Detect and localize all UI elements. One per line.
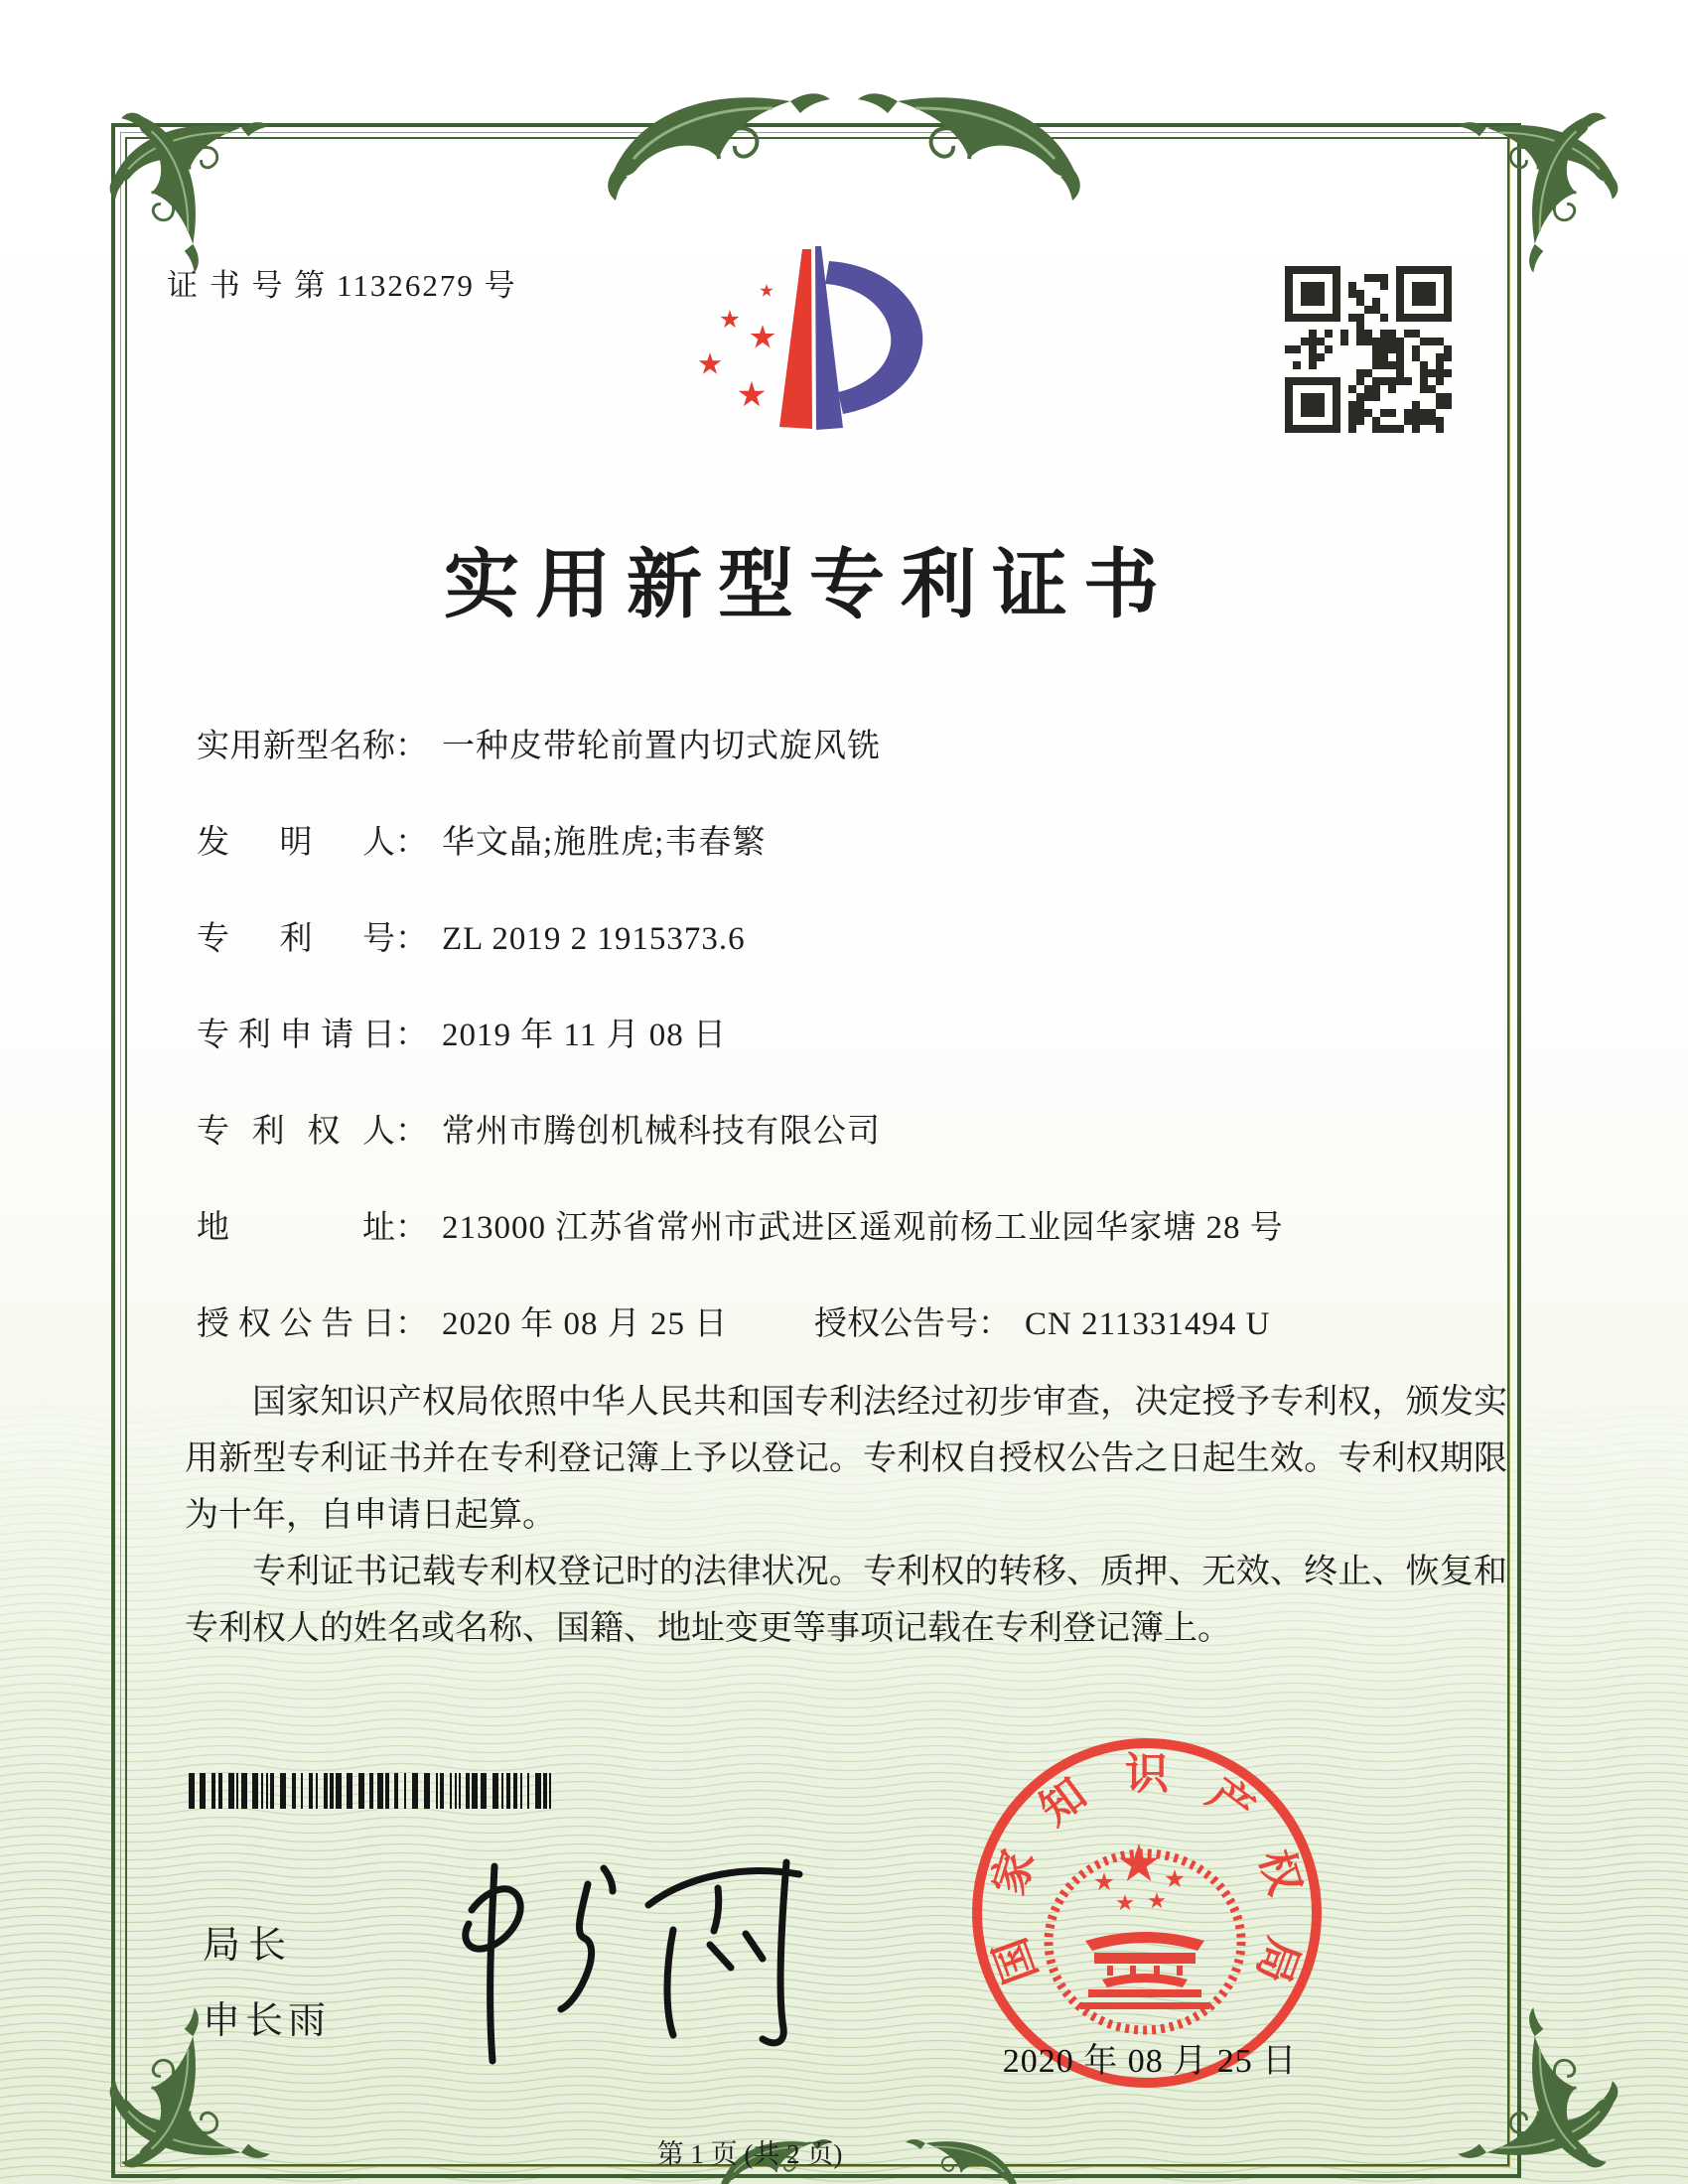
field-grant-number xyxy=(814,1297,1270,1344)
svg-text:国: 国 xyxy=(985,1931,1047,1989)
field-colon: ： xyxy=(395,1306,428,1342)
field-label: 专利申请日 xyxy=(197,1018,395,1053)
field-colon: ： xyxy=(395,825,428,861)
field-colon: ： xyxy=(395,921,428,957)
field-value: 2020 年 08 月 25 日 xyxy=(442,1306,729,1342)
field-utility-model-name xyxy=(197,720,881,766)
certificate-number: 证 书 号 第 11326279 号 xyxy=(167,268,517,303)
field-filing-date xyxy=(197,1009,727,1055)
svg-text:局: 局 xyxy=(1247,1931,1309,1989)
barcode xyxy=(189,1773,558,1809)
svg-text:知: 知 xyxy=(1031,1769,1096,1836)
field-patent-number xyxy=(197,912,746,959)
field-colon: ： xyxy=(395,729,428,764)
seal-date: 2020 年 08 月 25 日 xyxy=(1002,2043,1298,2080)
field-colon: ： xyxy=(395,1210,428,1246)
field-address xyxy=(197,1201,1284,1248)
field-label: 发 明 人 xyxy=(197,825,395,861)
field-value: 213000 江苏省常州市武进区遥观前杨工业园华家塘 28 号 xyxy=(442,1210,1284,1246)
certificate-title: 实用新型专利证书 xyxy=(444,544,1175,627)
field-value: 2019 年 11 月 08 日 xyxy=(442,1018,728,1053)
commissioner-signature xyxy=(417,1848,844,2087)
svg-text:家: 家 xyxy=(984,1843,1044,1901)
cnipa-logo xyxy=(690,241,948,440)
field-colon: ： xyxy=(395,1018,428,1053)
top-center-flourish-ornament xyxy=(606,62,1082,210)
svg-text:识: 识 xyxy=(1125,1749,1169,1799)
legal-text xyxy=(185,1374,1507,1657)
page-footer: 第 1 页 (共 2 页) xyxy=(656,2139,843,2169)
legal-paragraph-1: 国家知识产权局依照中华人民共和国专利法经过初步审查，决定授予专利权，颁发实用新型专利证书并在专利登记簿上予以登记。专利权自授权公告之日起生效。专利权期限为十年，自申请日起算。 xyxy=(185,1384,1507,1534)
svg-text:产: 产 xyxy=(1197,1769,1263,1836)
field-label: 授权公告号 xyxy=(814,1306,978,1342)
field-label: 地 址 xyxy=(197,1210,395,1246)
field-label: 专 利 权 人 xyxy=(197,1114,395,1150)
national-emblem xyxy=(1049,1843,1241,2030)
field-patentee xyxy=(197,1105,881,1152)
field-value: CN 211331494 U xyxy=(1025,1306,1271,1342)
field-inventor xyxy=(197,816,766,863)
field-label: 授权公告日 xyxy=(197,1306,395,1342)
logo-stars xyxy=(699,284,775,406)
field-value: 一种皮带轮前置内切式旋风铣 xyxy=(442,729,881,764)
field-value: ZL 2019 2 1915373.6 xyxy=(442,921,746,957)
field-value: 华文晶;施胜虎;韦春繁 xyxy=(442,825,767,861)
bottom-right-corner-ornament xyxy=(1385,1931,1633,2179)
field-grant-date-and-number xyxy=(197,1297,1271,1344)
field-label: 专 利 号 xyxy=(197,921,395,957)
field-label: 实用新型名称 xyxy=(197,729,395,764)
field-value: 常州市腾创机械科技有限公司 xyxy=(442,1114,881,1150)
commissioner-title: 局长 xyxy=(203,1925,295,1967)
field-colon: ： xyxy=(978,1306,1011,1342)
field-colon: ： xyxy=(395,1114,428,1150)
top-left-corner-ornament xyxy=(94,101,343,349)
qr-code xyxy=(1285,266,1452,433)
legal-paragraph-2: 专利证书记载专利权登记时的法律状况。专利权的转移、质押、无效、终止、恢复和专利权人的姓名或名称、国籍、地址变更等事项记载在专利登记簿上。 xyxy=(185,1554,1507,1647)
commissioner-name: 申长雨 xyxy=(203,2000,332,2042)
svg-text:权: 权 xyxy=(1250,1843,1310,1901)
